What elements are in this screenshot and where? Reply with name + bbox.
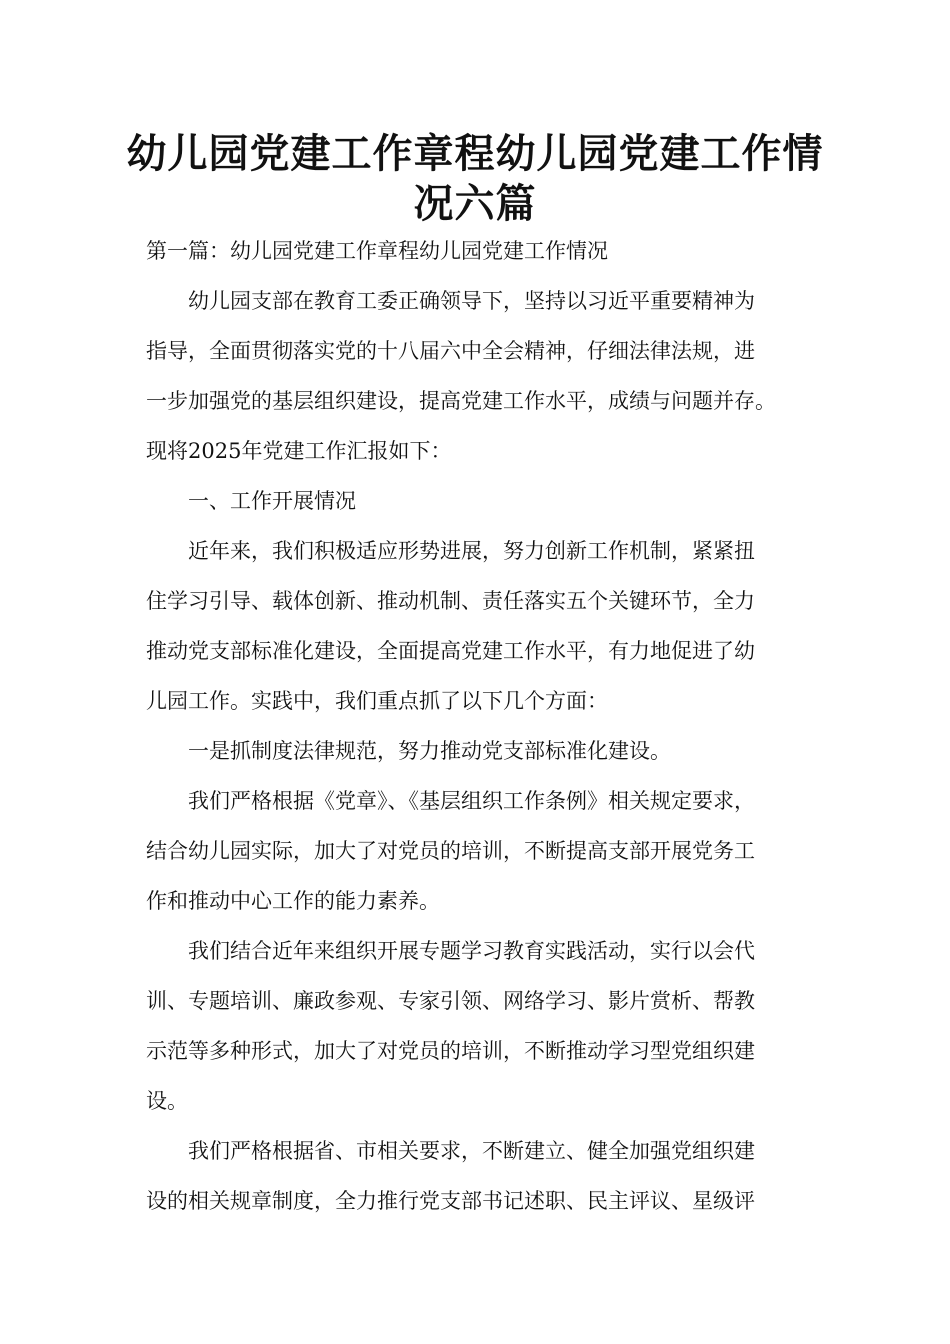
paragraph-line: 现将2025年党建工作汇报如下： (146, 439, 452, 463)
paragraph-line: 我们严格根据《党章》、《基层组织工作条例》相关规定要求， (188, 789, 755, 813)
paragraph-line: 住学习引导、载体创新、推动机制、责任落实五个关键环节，全力 (146, 589, 755, 613)
paragraph-line: 推动党支部标准化建设，全面提高党建工作水平，有力地促进了幼 (146, 639, 755, 663)
paragraph-line: 结合幼儿园实际，加大了对党员的培训，不断提高支部开展党务工 (146, 839, 755, 863)
paragraph-line: 训、专题培训、廉政参观、专家引领、网络学习、影片赏析、帮教 (146, 989, 755, 1013)
paragraph-line: 一是抓制度法律规范，努力推动党支部标准化建设。 (188, 739, 671, 763)
document-title-line-1: 幼儿园党建工作章程幼儿园党建工作情 (126, 131, 824, 177)
section-heading: 第一篇：幼儿园党建工作章程幼儿园党建工作情况 (146, 239, 608, 263)
paragraph-line: 设。 (146, 1089, 188, 1113)
paragraph-line: 设的相关规章制度，全力推行党支部书记述职、民主评议、星级评 (146, 1189, 755, 1213)
paragraph-line: 幼儿园支部在教育工委正确领导下，坚持以习近平重要精神为 (188, 289, 755, 313)
paragraph-line: 我们结合近年来组织开展专题学习教育实践活动，实行以会代 (188, 939, 755, 963)
paragraph-line: 作和推动中心工作的能力素养。 (146, 889, 440, 913)
paragraph-line: 一步加强党的基层组织建设，提高党建工作水平，成绩与问题并存。 (146, 389, 776, 413)
paragraph-line: 我们严格根据省、市相关要求，不断建立、健全加强党组织建 (188, 1139, 755, 1163)
paragraph-line: 示范等多种形式，加大了对党员的培训，不断推动学习型党组织建 (146, 1039, 755, 1063)
document-title-line-2: 况六篇 (413, 181, 537, 227)
paragraph-line: 近年来，我们积极适应形势进展，努力创新工作机制，紧紧扭 (188, 539, 755, 563)
paragraph-line: 儿园工作。实践中，我们重点抓了以下几个方面： (146, 689, 608, 713)
subsection-heading: 一、工作开展情况 (188, 489, 356, 513)
paragraph-line: 指导，全面贯彻落实党的十八届六中全会精神，仔细法律法规，进 (146, 339, 755, 363)
